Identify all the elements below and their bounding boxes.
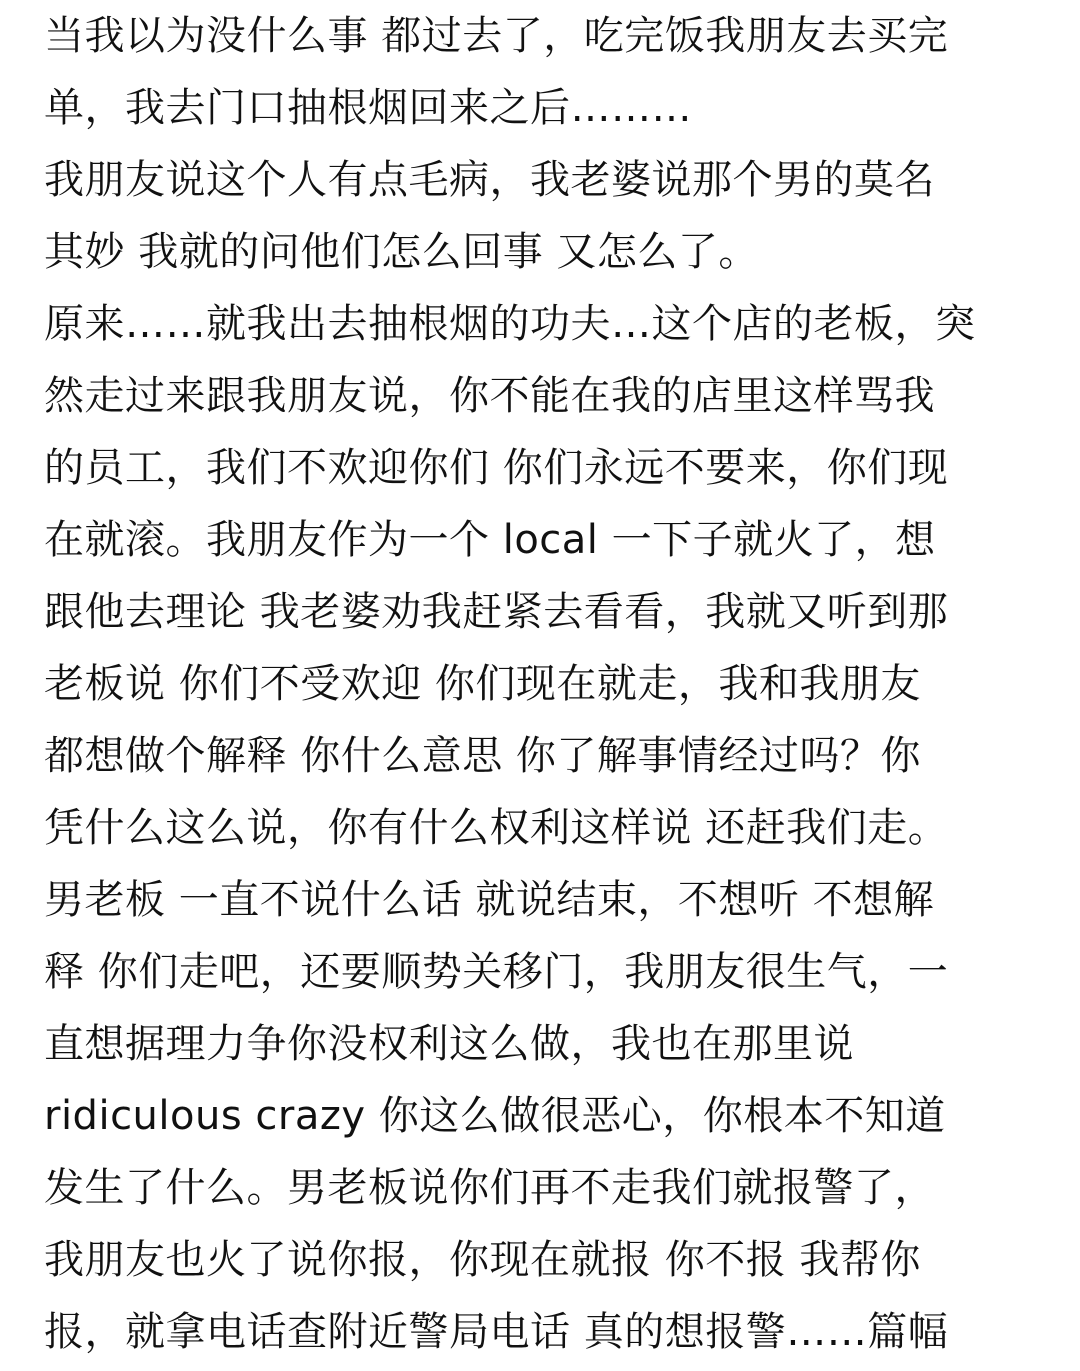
text-line: 跟他去理论 我老婆劝我赶紧去看看，我就又听到那 <box>44 589 949 635</box>
text-line: 直想据理力争你没权利这么做，我也在那里说 <box>44 1021 854 1067</box>
text-line: 报，就拿电话查附近警局电话 真的想报警……篇幅 <box>44 1309 949 1355</box>
text-line: 我朋友说这个人有点毛病，我老婆说那个男的莫名 <box>44 157 935 203</box>
text-line: 单，我去门口抽根烟回来之后……… <box>44 85 692 131</box>
text-line: 其妙 我就的问他们怎么回事 又怎么了。 <box>44 229 759 275</box>
text-line: 在就滚。我朋友作为一个 local 一下子就火了，想 <box>44 517 936 563</box>
text-line: ridiculous crazy 你这么做很恶心，你根本不知道 <box>44 1093 946 1139</box>
text-line: 原来……就我出去抽根烟的功夫…这个店的老板，突 <box>44 301 976 347</box>
post-body <box>44 0 1054 1368</box>
text-line: 当我以为没什么事 都过去了，吃完饭我朋友去买完 <box>44 13 949 59</box>
text-line: 然走过来跟我朋友说，你不能在我的店里这样骂我 <box>44 373 935 419</box>
text-line: 男老板 一直不说什么话 就说结束，不想听 不想解 <box>44 877 935 923</box>
text-line: 凭什么这么说，你有什么权利这样说 还赶我们走。 <box>44 805 949 851</box>
text-line: 发生了什么。男老板说你们再不走我们就报警了， <box>44 1165 935 1211</box>
text-line: 都想做个解释 你什么意思 你了解事情经过吗？你 <box>44 733 921 779</box>
text-line: 我朋友也火了说你报，你现在就报 你不报 我帮你 <box>44 1237 921 1283</box>
text-line: 老板说 你们不受欢迎 你们现在就走，我和我朋友 <box>44 661 921 707</box>
text-line: 释 你们走吧，还要顺势关移门，我朋友很生气，一 <box>44 949 949 995</box>
text-line: 的员工，我们不欢迎你们 你们永远不要来，你们现 <box>44 445 949 491</box>
